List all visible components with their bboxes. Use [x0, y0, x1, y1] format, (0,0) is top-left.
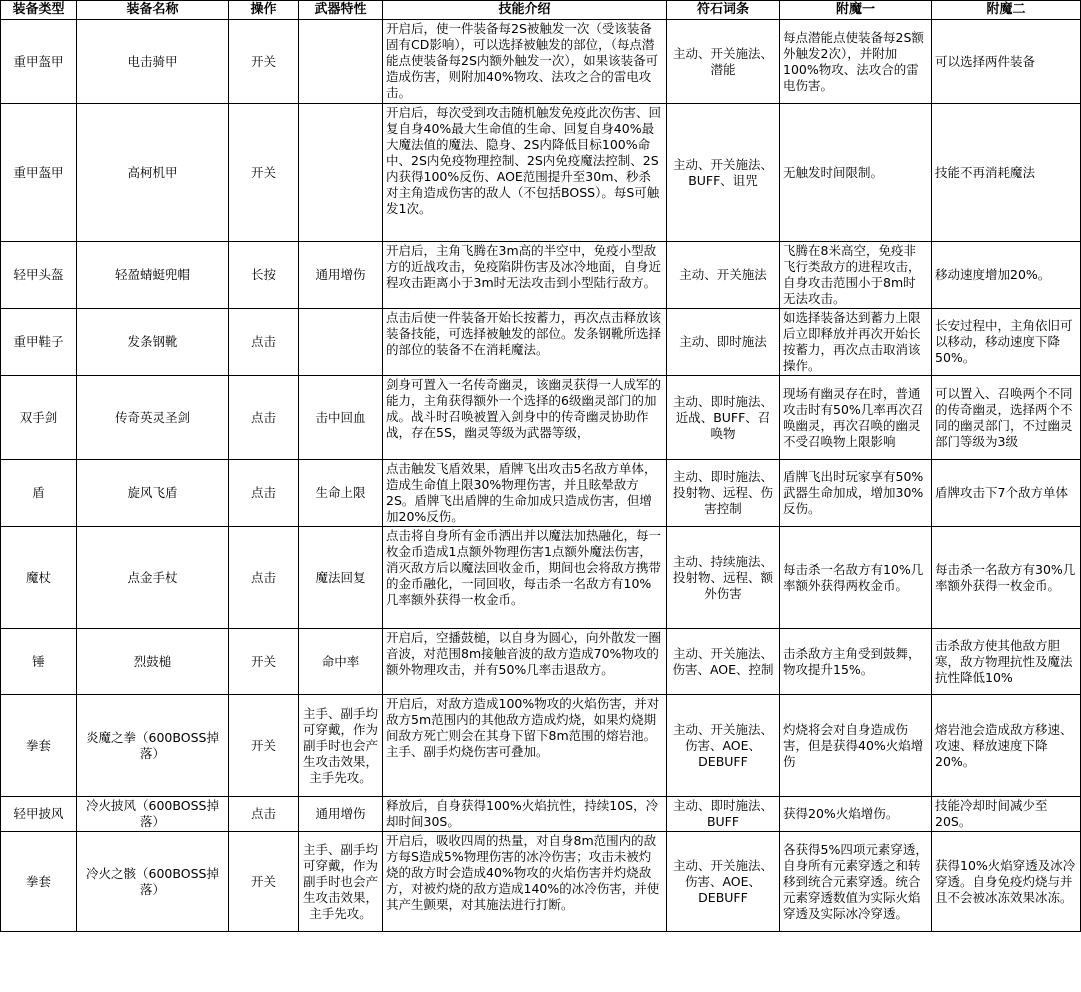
cell-desc: 剑身可置入一名传奇幽灵，该幽灵获得一人成军的能力，主角获得额外一个选择的6级幽灵部门的加成。战斗时召唤被置入剑身中的传奇幽灵协助作战，存在5S，幽灵等级为武器等级，	[383, 376, 667, 460]
cell-ench1: 各获得5%四项元素穿透，自身所有元素穿透之和转移到统合元素穿透。统合元素穿透数值为实际火焰穿透及实际冰冷穿透。	[780, 832, 932, 932]
cell-desc: 开启后，对敌方造成100%物攻的火焰伤害，并对敌方5m范围内的其他敌方造成灼烧，如果灼烧期间敌方死亡则会在其身下留下8m范围的熔岩池。主手、副手灼烧伤害可叠加。	[383, 695, 667, 797]
cell-trait: 通用增伤	[299, 242, 383, 309]
cell-type: 拳套	[1, 832, 77, 932]
header-rune-entry: 符石词条	[667, 1, 780, 20]
cell-op: 开关	[229, 629, 299, 695]
cell-trait: 通用增伤	[299, 797, 383, 832]
cell-rune: 主动、即时施法、投射物、远程、伤害控制	[667, 460, 780, 527]
cell-rune: 主动、即时施法	[667, 309, 780, 376]
cell-rune: 主动、开关施法、伤害、AOE、控制	[667, 629, 780, 695]
cell-name: 旋风飞盾	[77, 460, 229, 527]
cell-ench2: 长安过程中，主角依旧可以移动，移动速度下降50%。	[932, 309, 1081, 376]
cell-type: 重甲鞋子	[1, 309, 77, 376]
header-equip-name: 装备名称	[77, 1, 229, 20]
cell-rune: 主动、开关施法、BUFF、诅咒	[667, 104, 780, 242]
cell-type: 魔杖	[1, 527, 77, 629]
cell-type: 盾	[1, 460, 77, 527]
cell-name: 炎魔之拳（600BOSS掉落）	[77, 695, 229, 797]
header-weapon-trait: 武器特性	[299, 1, 383, 20]
table-row	[1, 832, 1081, 932]
cell-op: 点击	[229, 460, 299, 527]
cell-ench1: 现场有幽灵存在时，普通攻击时有50%几率再次召唤幽灵，再次召唤的幽灵不受召唤物上限影响	[780, 376, 932, 460]
cell-trait: 主手、副手均可穿戴，作为副手时也会产生攻击效果，主手先攻。	[299, 695, 383, 797]
cell-name: 电击骑甲	[77, 20, 229, 104]
cell-ench1: 击杀敌方主角受到鼓舞，物攻提升15%。	[780, 629, 932, 695]
table-row	[1, 460, 1081, 527]
cell-op: 点击	[229, 309, 299, 376]
cell-ench1: 每点潜能点使装备每2S额外触发2次），并附加100%物攻、法攻合的雷电伤害。	[780, 20, 932, 104]
cell-desc: 点击触发飞盾效果，盾牌飞出攻击5名敌方单体，造成生命值上限30%物理伤害，并且眩晕敌方2S。盾牌飞出盾牌的生命加成只造成伤害，但增加20%反伤。	[383, 460, 667, 527]
cell-ench1: 飞腾在8米高空，免疫非飞行类敌方的进程攻击，自身攻击范围小于8m时无法攻击。	[780, 242, 932, 309]
cell-op: 长按	[229, 242, 299, 309]
cell-ench2: 可以置入、召唤两个不同的传奇幽灵，选择两个不同的幽灵部门，不过幽灵部门等级为3级	[932, 376, 1081, 460]
table-row	[1, 797, 1081, 832]
cell-type: 重甲盔甲	[1, 20, 77, 104]
cell-ench2: 击杀敌方使其他敌方胆寒，敌方物理抗性及魔法抗性降低10%	[932, 629, 1081, 695]
cell-type: 拳套	[1, 695, 77, 797]
cell-desc: 开启后，主角飞腾在3m高的半空中，免疫小型敌方的近战攻击，免疫陷阱伤害及冰冷地面，自身近程攻击距离小于3m时无法攻击到小型陆行敌方。	[383, 242, 667, 309]
table-row	[1, 629, 1081, 695]
cell-rune: 主动、持续施法、投射物、远程、额外伤害	[667, 527, 780, 629]
cell-desc: 点击将自身所有金币洒出并以魔法加热融化，每一枚金币造成1点额外物理伤害1点额外魔法伤害，消灭敌方后以魔法回收金币，期间也会将敌方携带的金币融化，一同回收，每击杀一名敌方有10%几率额外获得一枚金币。	[383, 527, 667, 629]
table-row	[1, 695, 1081, 797]
cell-desc: 点击后使一件装备开始长按蓄力，再次点击释放该装备技能，可选择被触发的部位。发条钢靴所选择的部位的装备不在消耗魔法。	[383, 309, 667, 376]
cell-ench1: 每击杀一名敌方有10%几率额外获得两枚金币。	[780, 527, 932, 629]
header-operation: 操作	[229, 1, 299, 20]
cell-name: 传奇英灵圣剑	[77, 376, 229, 460]
cell-op: 点击	[229, 527, 299, 629]
cell-op: 开关	[229, 695, 299, 797]
cell-name: 烈鼓槌	[77, 629, 229, 695]
table-row	[1, 242, 1081, 309]
cell-ench2: 盾牌攻击下7个敌方单体	[932, 460, 1081, 527]
cell-name: 发条钢靴	[77, 309, 229, 376]
table-row	[1, 309, 1081, 376]
cell-op: 开关	[229, 20, 299, 104]
cell-rune: 主动、开关施法、潜能	[667, 20, 780, 104]
cell-rune: 主动、即时施法、近战、BUFF、召唤物	[667, 376, 780, 460]
cell-name: 轻盈蜻蜓兜帽	[77, 242, 229, 309]
cell-trait: 生命上限	[299, 460, 383, 527]
cell-ench2: 技能冷却时间减少至20S。	[932, 797, 1081, 832]
cell-ench2: 移动速度增加20%。	[932, 242, 1081, 309]
cell-trait: 命中率	[299, 629, 383, 695]
cell-type: 重甲盔甲	[1, 104, 77, 242]
cell-trait	[299, 104, 383, 242]
cell-type: 轻甲头盔	[1, 242, 77, 309]
cell-op: 开关	[229, 832, 299, 932]
table-row	[1, 527, 1081, 629]
cell-ench2: 获得10%火焰穿透及冰冷穿透。自身免疫灼烧与并且不会被冰冻效果冰冻。	[932, 832, 1081, 932]
cell-ench1: 盾牌飞出时玩家享有50%武器生命加成，增加30%反伤。	[780, 460, 932, 527]
cell-desc: 开启后，每次受到攻击随机触发免疫此次伤害、回复自身40%最大生命值的生命、回复自身40%最大魔法值的魔法、隐身、2S内降低目标100%命中、2S内免疫物理控制、2S内免疫魔法控制、2S内获得100%反伤、AOE范围提升至30m、秒杀对主角造成伤害的敌人（不包括BOSS）。每S可触发1次。	[383, 104, 667, 242]
cell-trait	[299, 20, 383, 104]
cell-ench2: 技能不再消耗魔法	[932, 104, 1081, 242]
cell-op: 开关	[229, 104, 299, 242]
cell-rune: 主动、开关施法、伤害、AOE、DEBUFF	[667, 695, 780, 797]
cell-ench2: 每击杀一名敌方有30%几率额外获得一枚金币。	[932, 527, 1081, 629]
table-row	[1, 376, 1081, 460]
cell-type: 轻甲披风	[1, 797, 77, 832]
cell-trait: 击中回血	[299, 376, 383, 460]
cell-desc: 开启后，吸收四周的热量，对自身8m范围内的敌方每S造成5%物理伤害的冰冷伤害；攻击未被灼烧的敌方时会造成40%物攻的火焰伤害并灼烧敌方，对被灼烧的敌方造成140%的冰冷伤害，并使其产生颤栗，对其施法进行打断。	[383, 832, 667, 932]
cell-name: 点金手杖	[77, 527, 229, 629]
cell-ench1: 无触发时间限制。	[780, 104, 932, 242]
cell-rune: 主动、开关施法、伤害、AOE、DEBUFF	[667, 832, 780, 932]
cell-type: 双手剑	[1, 376, 77, 460]
cell-ench1: 获得20%火焰增伤。	[780, 797, 932, 832]
cell-trait: 主手、副手均可穿戴，作为副手时也会产生攻击效果，主手先攻。	[299, 832, 383, 932]
cell-desc: 开启后，使一件装备每2S被触发一次（受该装备固有CD影响），可以选择被触发的部位，（每点潜能点使装备每2S内额外触发一次），如果该装备可造成伤害，则附加40%物攻、法攻之合的雷电攻击。	[383, 20, 667, 104]
table-row	[1, 20, 1081, 104]
cell-ench2: 可以选择两件装备	[932, 20, 1081, 104]
header-equip-type: 装备类型	[1, 1, 77, 20]
header-enchant-2: 附魔二	[932, 1, 1081, 20]
cell-type: 锤	[1, 629, 77, 695]
header-row	[1, 1, 1081, 20]
cell-rune: 主动、即时施法、BUFF	[667, 797, 780, 832]
cell-desc: 开启后，空播鼓槌，以自身为圆心，向外散发一圈音波，对范围8m接触音波的敌方造成70%物攻的额外物理攻击，并有50%几率击退敌方。	[383, 629, 667, 695]
cell-op: 点击	[229, 376, 299, 460]
cell-trait: 魔法回复	[299, 527, 383, 629]
header-enchant-1: 附魔一	[780, 1, 932, 20]
cell-name: 冷火之骸（600BOSS掉落）	[77, 832, 229, 932]
cell-trait	[299, 309, 383, 376]
cell-op: 点击	[229, 797, 299, 832]
cell-rune: 主动、开关施法	[667, 242, 780, 309]
cell-ench1: 如选择装备达到蓄力上限后立即释放并再次开始长按蓄力，再次点击取消该操作。	[780, 309, 932, 376]
table-row	[1, 104, 1081, 242]
cell-name: 高柯机甲	[77, 104, 229, 242]
cell-name: 冷火披风（600BOSS掉落）	[77, 797, 229, 832]
header-skill-intro: 技能介绍	[383, 1, 667, 20]
cell-ench1: 灼烧将会对自身造成伤害，但是获得40%火焰增伤	[780, 695, 932, 797]
cell-desc: 释放后，自身获得100%火焰抗性，持续10S，冷却时间30S。	[383, 797, 667, 832]
cell-ench2: 熔岩池会造成敌方移速、攻速、释放速度下降20%。	[932, 695, 1081, 797]
